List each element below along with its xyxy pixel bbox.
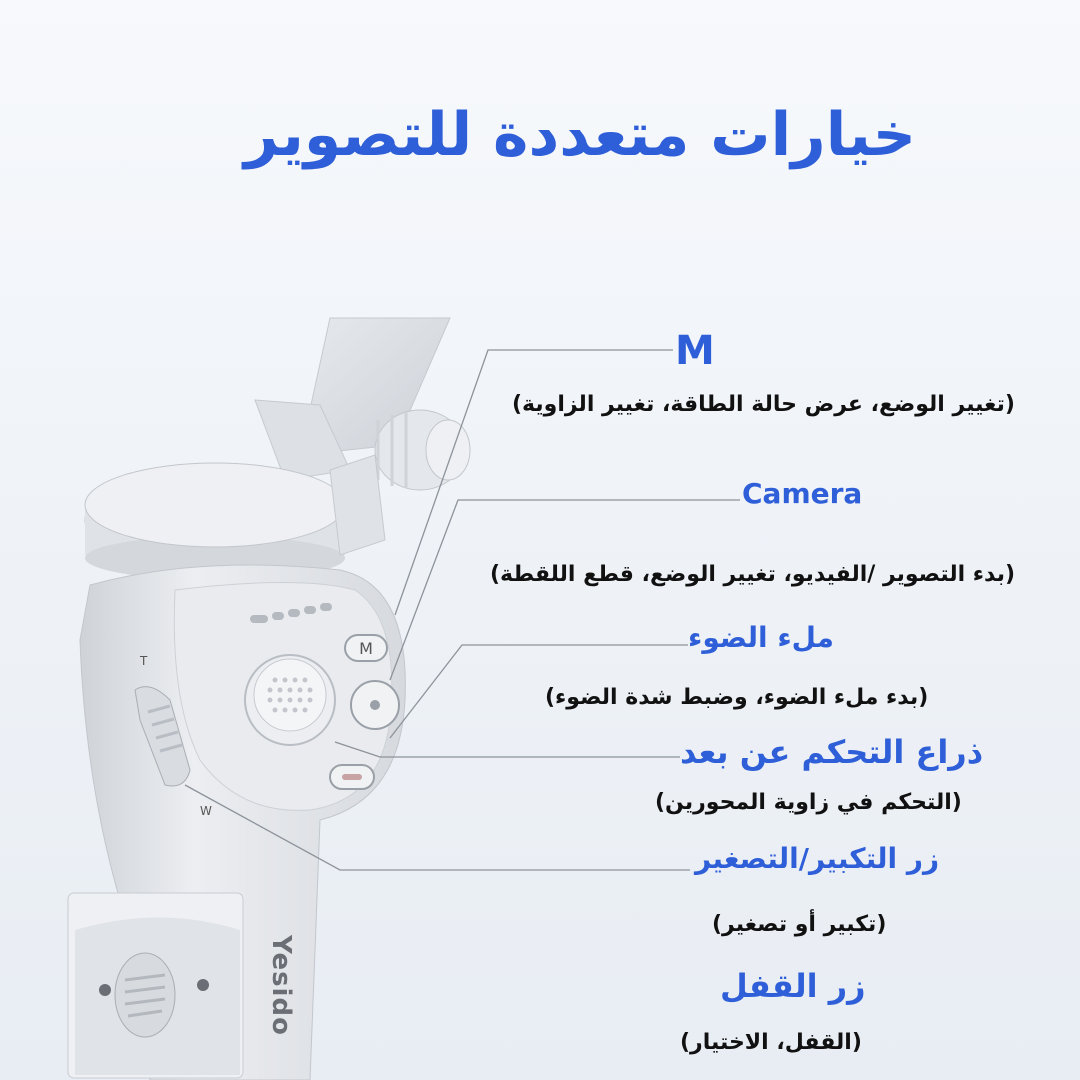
feature-fill-light-desc: (بدء ملء الضوء، وضبط شدة الضوء) [545,685,929,710]
svg-text:T: T [140,654,148,668]
page-title: خيارات متعددة للتصوير [244,100,916,170]
feature-zoom-desc: (تكبير أو تصغير) [712,912,887,937]
feature-m-label: M [675,328,715,374]
svg-text:W: W [200,804,212,818]
feature-lock-desc: (القفل، الاختيار) [680,1030,862,1055]
feature-zoom-label: زر التكبير/التصغير [695,842,940,875]
lock-switch [115,953,175,1037]
feature-joystick-desc: (التحكم في زاوية المحورين) [655,790,962,815]
feature-fill-light-label: ملء الضوء [688,621,834,654]
feature-m-desc: (تغيير الوضع، عرض حالة الطاقة، تغيير الزاوية) [512,392,1015,417]
brand-logo: Yesido [266,935,296,1036]
svg-text:M: M [359,639,373,658]
feature-camera-label: Camera [742,477,863,510]
feature-lock-label: زر القفل [720,967,866,1005]
feature-joystick-label: ذراع التحكم عن بعد [680,733,984,771]
feature-camera-desc: (بدء التصوير /الفيديو، تغيير الوضع، قطع اللقطة) [490,562,1016,587]
